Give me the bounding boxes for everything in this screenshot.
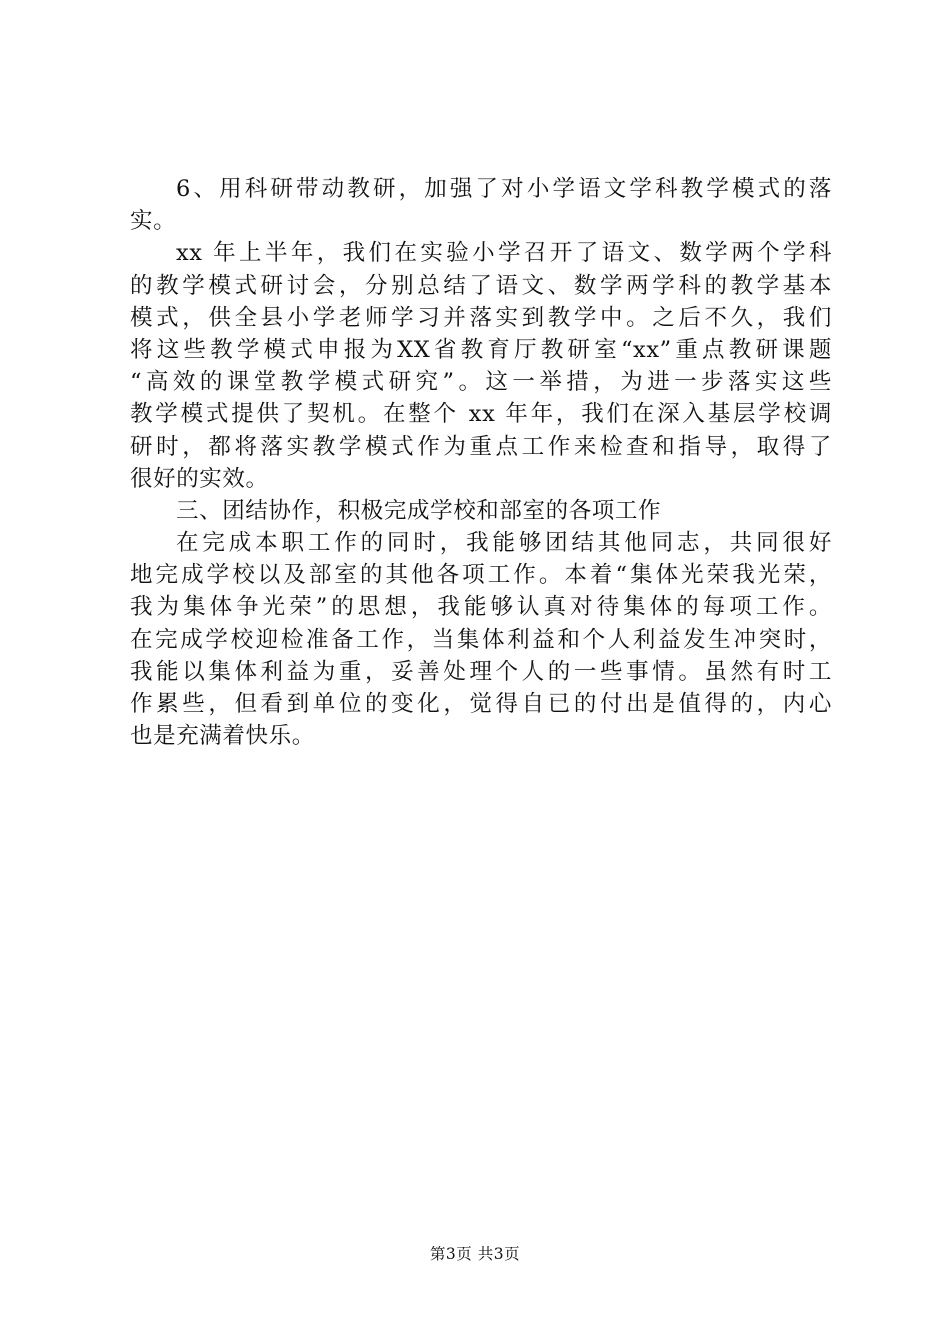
paragraph-line: 地完成学校以及部室的其他各项工作。本着“集体光荣我光荣， [130,562,832,589]
paragraph-line: xx 年上半年，我们在实验小学召开了语文、数学两个学科 [176,240,832,267]
section-heading: 三、团结协作，积极完成学校和部室的各项工作 [176,497,662,524]
paragraph-teamwork [130,527,832,752]
paragraph-line: 在完成本职工作的同时，我能够团结其他同志，共同很好 [176,530,832,557]
paragraph-line: 教学模式提供了契机。在整个 xx 年年，我们在深入基层学校调 [130,401,832,428]
paragraph-line: 6、用科研带动教研，加强了对小学语文学科教学模式的落 [176,176,832,202]
paragraph-line: 将这些教学模式申报为XX省教育厅教研室“xx”重点教研课题 [130,336,832,363]
paragraph-line: 也是充满着快乐。 [130,723,315,750]
section-heading-3 [130,495,832,527]
paragraph-line: 我能以集体利益为重，妥善处理个人的一些事情。虽然有时工 [130,658,832,685]
paragraph-line: 模式，供全县小学老师学习并落实到教学中。之后不久，我们 [130,304,832,331]
paragraph-line: 实。 [130,208,177,235]
paragraph-teaching-model [130,237,832,495]
paragraph-line: 很好的实效。 [130,465,269,492]
paragraph-line: “高效的课堂教学模式研究”。这一举措，为进一步落实这些 [130,369,832,396]
paragraph-line: 在完成学校迎检准备工作，当集体利益和个人利益发生冲突时， [130,626,832,653]
paragraph-section-6 [130,173,832,237]
paragraph-line: 研时，都将落实教学模式作为重点工作来检查和指导，取得了 [130,433,832,460]
paragraph-line: 的教学模式研讨会，分别总结了语文、数学两学科的教学基本 [130,272,832,299]
paragraph-line: 我为集体争光荣”的思想，我能够认真对待集体的每项工作。 [130,594,832,621]
page-number-footer: 第3页 共3页 [429,1245,521,1263]
document-body [130,173,832,752]
paragraph-line: 作累些，但看到单位的变化，觉得自已的付出是值得的，内心 [130,691,832,717]
